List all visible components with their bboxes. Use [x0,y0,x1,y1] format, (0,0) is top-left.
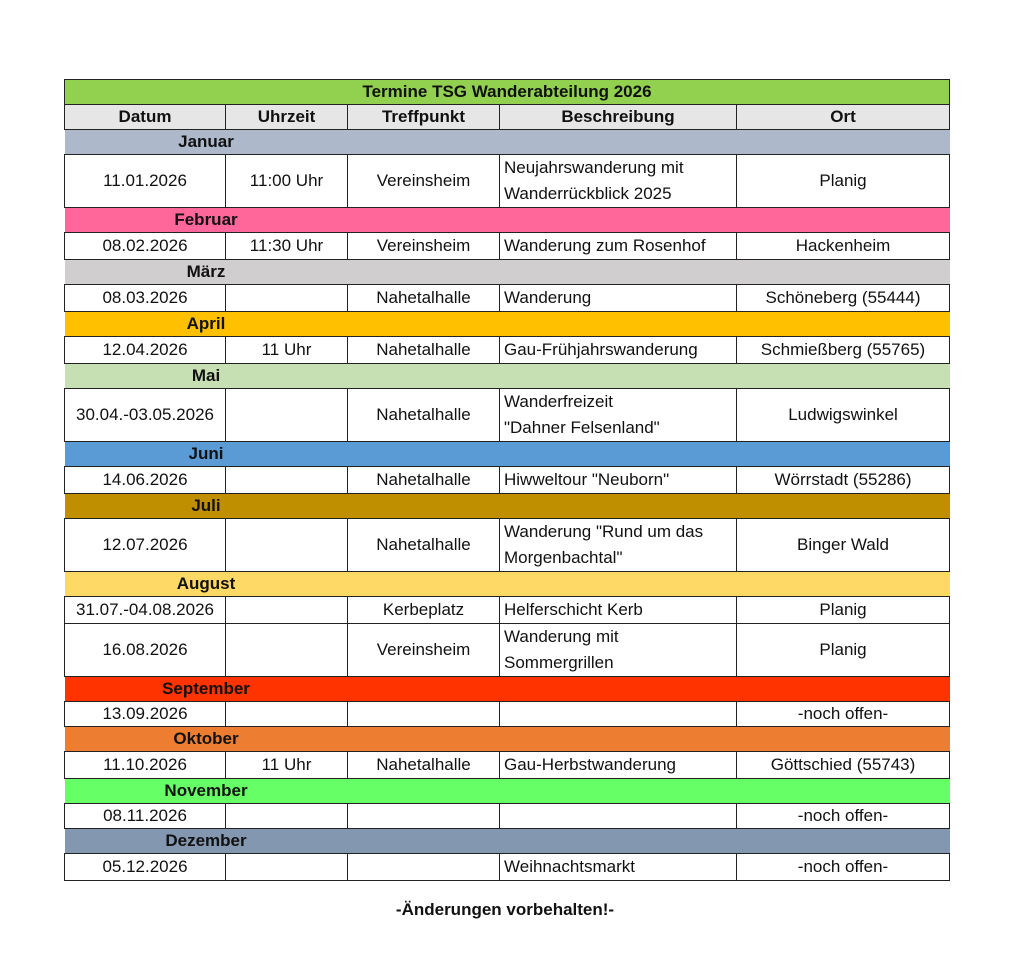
event-description-line-1: Wanderung mit [504,627,619,646]
event-meeting-point: Vereinsheim [348,155,500,208]
event-description [500,337,737,364]
event-description-line-1: Gau-Herbstwanderung [504,755,676,774]
month-row [65,442,950,467]
event-description-line-2: "Dahner Felsenland" [504,418,660,437]
event-meeting-point: Kerbeplatz [348,597,500,624]
footer-note: -Änderungen vorbehalten!- [395,900,615,919]
month-label: Mai [65,364,348,389]
event-description [500,467,737,494]
month-label: Januar [65,130,348,155]
month-label: April [65,312,348,337]
month-label: September [65,677,348,702]
event-date: 31.07.-04.08.2026 [65,597,226,624]
month-row [65,572,950,597]
event-description [500,624,737,677]
header-ort: Ort [737,105,950,130]
event-time [226,519,348,572]
event-location: Planig [737,155,950,208]
event-location: -noch offen- [737,804,950,829]
event-meeting-point [348,702,500,727]
event-location: Planig [737,597,950,624]
event-time: 11 Uhr [226,752,348,779]
month-label: August [65,572,348,597]
event-time [226,804,348,829]
event-row [65,624,950,677]
event-location: Binger Wald [737,519,950,572]
event-location: Planig [737,624,950,677]
month-label: November [65,779,348,804]
month-spacer [348,829,950,854]
event-description-line-1: Helferschicht Kerb [504,600,643,619]
event-location: -noch offen- [737,702,950,727]
event-location: Göttschied (55743) [737,752,950,779]
month-row [65,208,950,233]
event-location: Wörrstadt (55286) [737,467,950,494]
event-time [226,597,348,624]
event-date: 14.06.2026 [65,467,226,494]
month-label: Oktober [65,727,348,752]
event-location: Hackenheim [737,233,950,260]
event-date: 08.03.2026 [65,285,226,312]
header-uhrzeit: Uhrzeit [226,105,348,130]
event-description-line-2: Morgenbachtal" [504,548,623,567]
event-location: Schmießberg (55765) [737,337,950,364]
event-time: 11 Uhr [226,337,348,364]
event-meeting-point: Nahetalhalle [348,519,500,572]
event-date: 11.01.2026 [65,155,226,208]
month-spacer [348,442,950,467]
month-label: Juni [65,442,348,467]
month-label: Juli [65,494,348,519]
event-description [500,854,737,881]
event-time: 11:00 Uhr [226,155,348,208]
event-description [500,804,737,829]
event-description-line-1: Weihnachtsmarkt [504,857,636,876]
event-time: 11:30 Uhr [226,233,348,260]
event-meeting-point [348,854,500,881]
event-row [65,854,950,881]
event-date: 30.04.-03.05.2026 [65,389,226,442]
title-row [65,80,950,105]
event-description-line-1: Wanderung "Rund um das [504,522,704,541]
month-row [65,130,950,155]
month-spacer [348,208,950,233]
event-description-line-1: Hiwweltour "Neuborn" [504,470,670,489]
event-row [65,519,950,572]
month-spacer [348,677,950,702]
event-time [226,854,348,881]
event-row [65,467,950,494]
month-row [65,260,950,285]
event-description [500,519,737,572]
header-treffpunkt: Treffpunkt [348,105,500,130]
event-time [226,702,348,727]
event-row [65,804,950,829]
month-spacer [348,130,950,155]
event-description-line-1: Wanderung [504,288,592,307]
month-label: Dezember [65,829,348,854]
event-description-line-2: Wanderrückblick 2025 [504,184,672,203]
month-row [65,829,950,854]
event-meeting-point: Vereinsheim [348,624,500,677]
month-spacer [348,260,950,285]
event-description [500,389,737,442]
month-row [65,677,950,702]
event-date: 05.12.2026 [65,854,226,881]
month-spacer [348,779,950,804]
event-date: 08.02.2026 [65,233,226,260]
event-description-line-1: Wanderung zum Rosenhof [504,236,706,255]
event-date: 11.10.2026 [65,752,226,779]
event-date: 16.08.2026 [65,624,226,677]
month-row [65,727,950,752]
event-date: 12.07.2026 [65,519,226,572]
event-meeting-point: Nahetalhalle [348,752,500,779]
event-description [500,702,737,727]
event-row [65,597,950,624]
event-row [65,285,950,312]
header-row [65,105,950,130]
event-time [226,285,348,312]
month-label: März [65,260,348,285]
event-row [65,389,950,442]
event-description [500,155,737,208]
month-label: Februar [65,208,348,233]
event-description-line-1: Neujahrswanderung mit [504,158,684,177]
table-title: Termine TSG Wanderabteilung 2026 [65,80,950,105]
month-row [65,494,950,519]
month-spacer [348,727,950,752]
month-row [65,364,950,389]
event-row [65,233,950,260]
event-description-line-1: Gau-Frühjahrswanderung [504,340,698,359]
event-meeting-point: Vereinsheim [348,233,500,260]
event-location: -noch offen- [737,854,950,881]
event-description-line-2: Sommergrillen [504,653,614,672]
event-row [65,337,950,364]
event-meeting-point [348,804,500,829]
schedule-table [64,79,950,881]
month-spacer [348,312,950,337]
event-description [500,597,737,624]
month-row [65,312,950,337]
event-meeting-point: Nahetalhalle [348,389,500,442]
event-meeting-point: Nahetalhalle [348,337,500,364]
event-description [500,285,737,312]
header-datum: Datum [65,105,226,130]
event-description-line-1: Wanderfreizeit [504,392,613,411]
event-description [500,233,737,260]
event-row [65,702,950,727]
month-spacer [348,572,950,597]
event-meeting-point: Nahetalhalle [348,467,500,494]
event-date: 12.04.2026 [65,337,226,364]
event-location: Ludwigswinkel [737,389,950,442]
event-row [65,155,950,208]
month-spacer [348,364,950,389]
month-spacer [348,494,950,519]
event-row [65,752,950,779]
event-time [226,467,348,494]
event-date: 08.11.2026 [65,804,226,829]
event-meeting-point: Nahetalhalle [348,285,500,312]
event-location: Schöneberg (55444) [737,285,950,312]
event-date: 13.09.2026 [65,702,226,727]
header-beschreibung: Beschreibung [500,105,737,130]
event-time [226,389,348,442]
month-row [65,779,950,804]
event-description [500,752,737,779]
event-time [226,624,348,677]
